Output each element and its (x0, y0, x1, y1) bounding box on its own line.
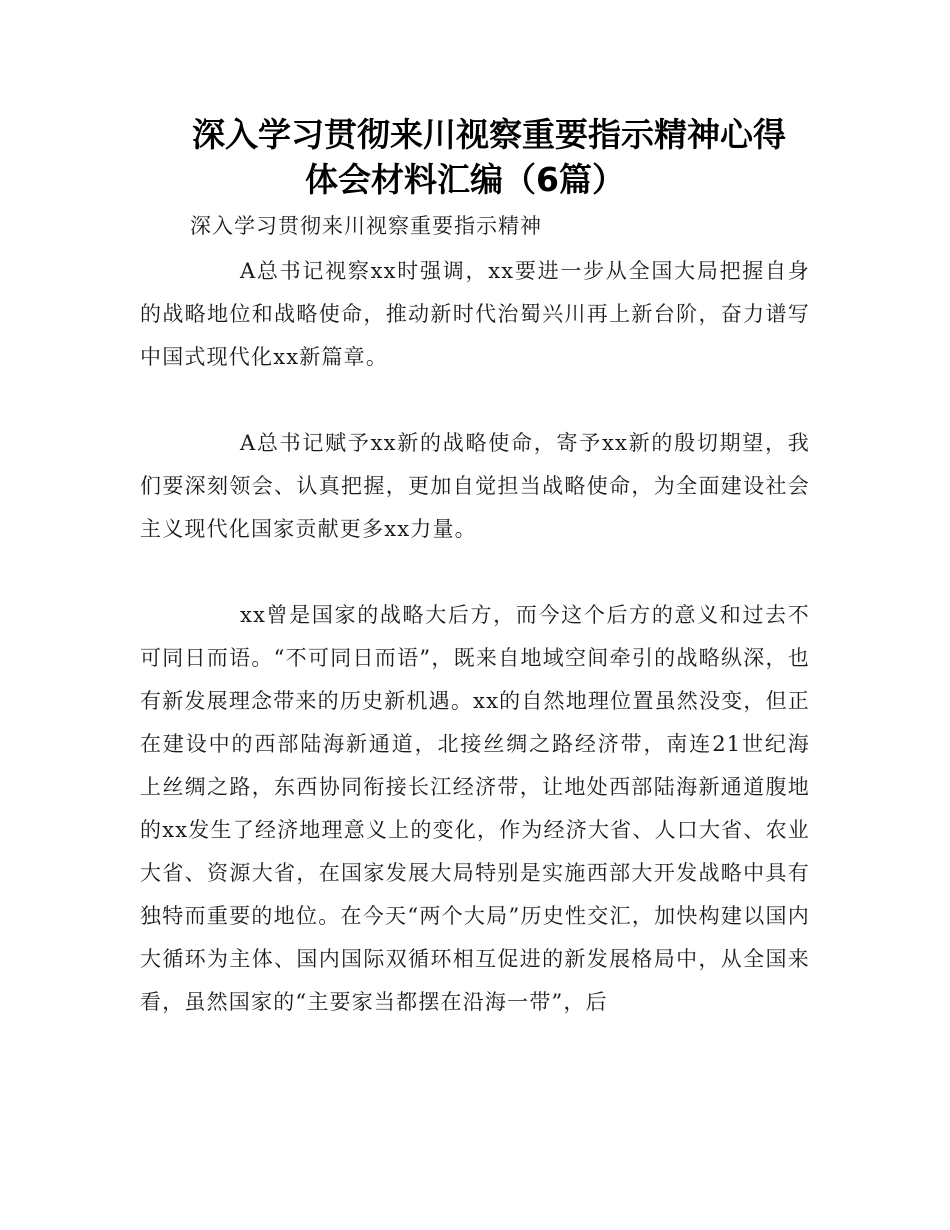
document-title (140, 112, 870, 202)
title-line-1: 深入学习贯彻来川视察重要指示精神心得 (192, 115, 786, 154)
paragraph-1: A总书记视察xx时强调，xx要进一步从全国大局把握自身的战略地位和战略使命，推动新时代治蜀兴川再上新台阶，奋力谱写中国式现代化xx新篇章。 (140, 259, 810, 369)
title-line-2: 体会材料汇编（6篇） (305, 160, 625, 199)
document-body (140, 250, 810, 1024)
document-subtitle: 深入学习贯彻来川视察重要指示精神 (190, 214, 542, 238)
paragraph-3: xx曾是国家的战略大后方，而今这个后方的意义和过去不可同日而语。“不可同日而语”，既来自地域空间牵引的战略纵深，也有新发展理念带来的历史新机遇。xx的自然地理位置虽然没变，但正在建设中的西部陆海新通道，北接丝绸之路经济带，南连21世纪海上丝绸之路，东西协同衔接长江经济带，让地处西部陆海新通道腹地的xx发生了经济地理意义上的变化，作为经济大省、人口大省、农业大省、资源大省，在国家发展大局特别是实施西部大开发战略中具有独特而重要的地位。在今天“两个大局”历史性交汇，加快构建以国内大循环为主体、国内国际双循环相互促进的新发展格局中，从全国来看，虽然国家的“主要家当都摆在沿海一带”，后 (140, 603, 810, 1014)
paragraph-2: A总书记赋予xx新的战略使命，寄予xx新的殷切期望，我们要深刻领会、认真把握，更加自觉担当战略使命，为全面建设社会主义现代化国家贡献更多xx力量。 (140, 431, 810, 541)
